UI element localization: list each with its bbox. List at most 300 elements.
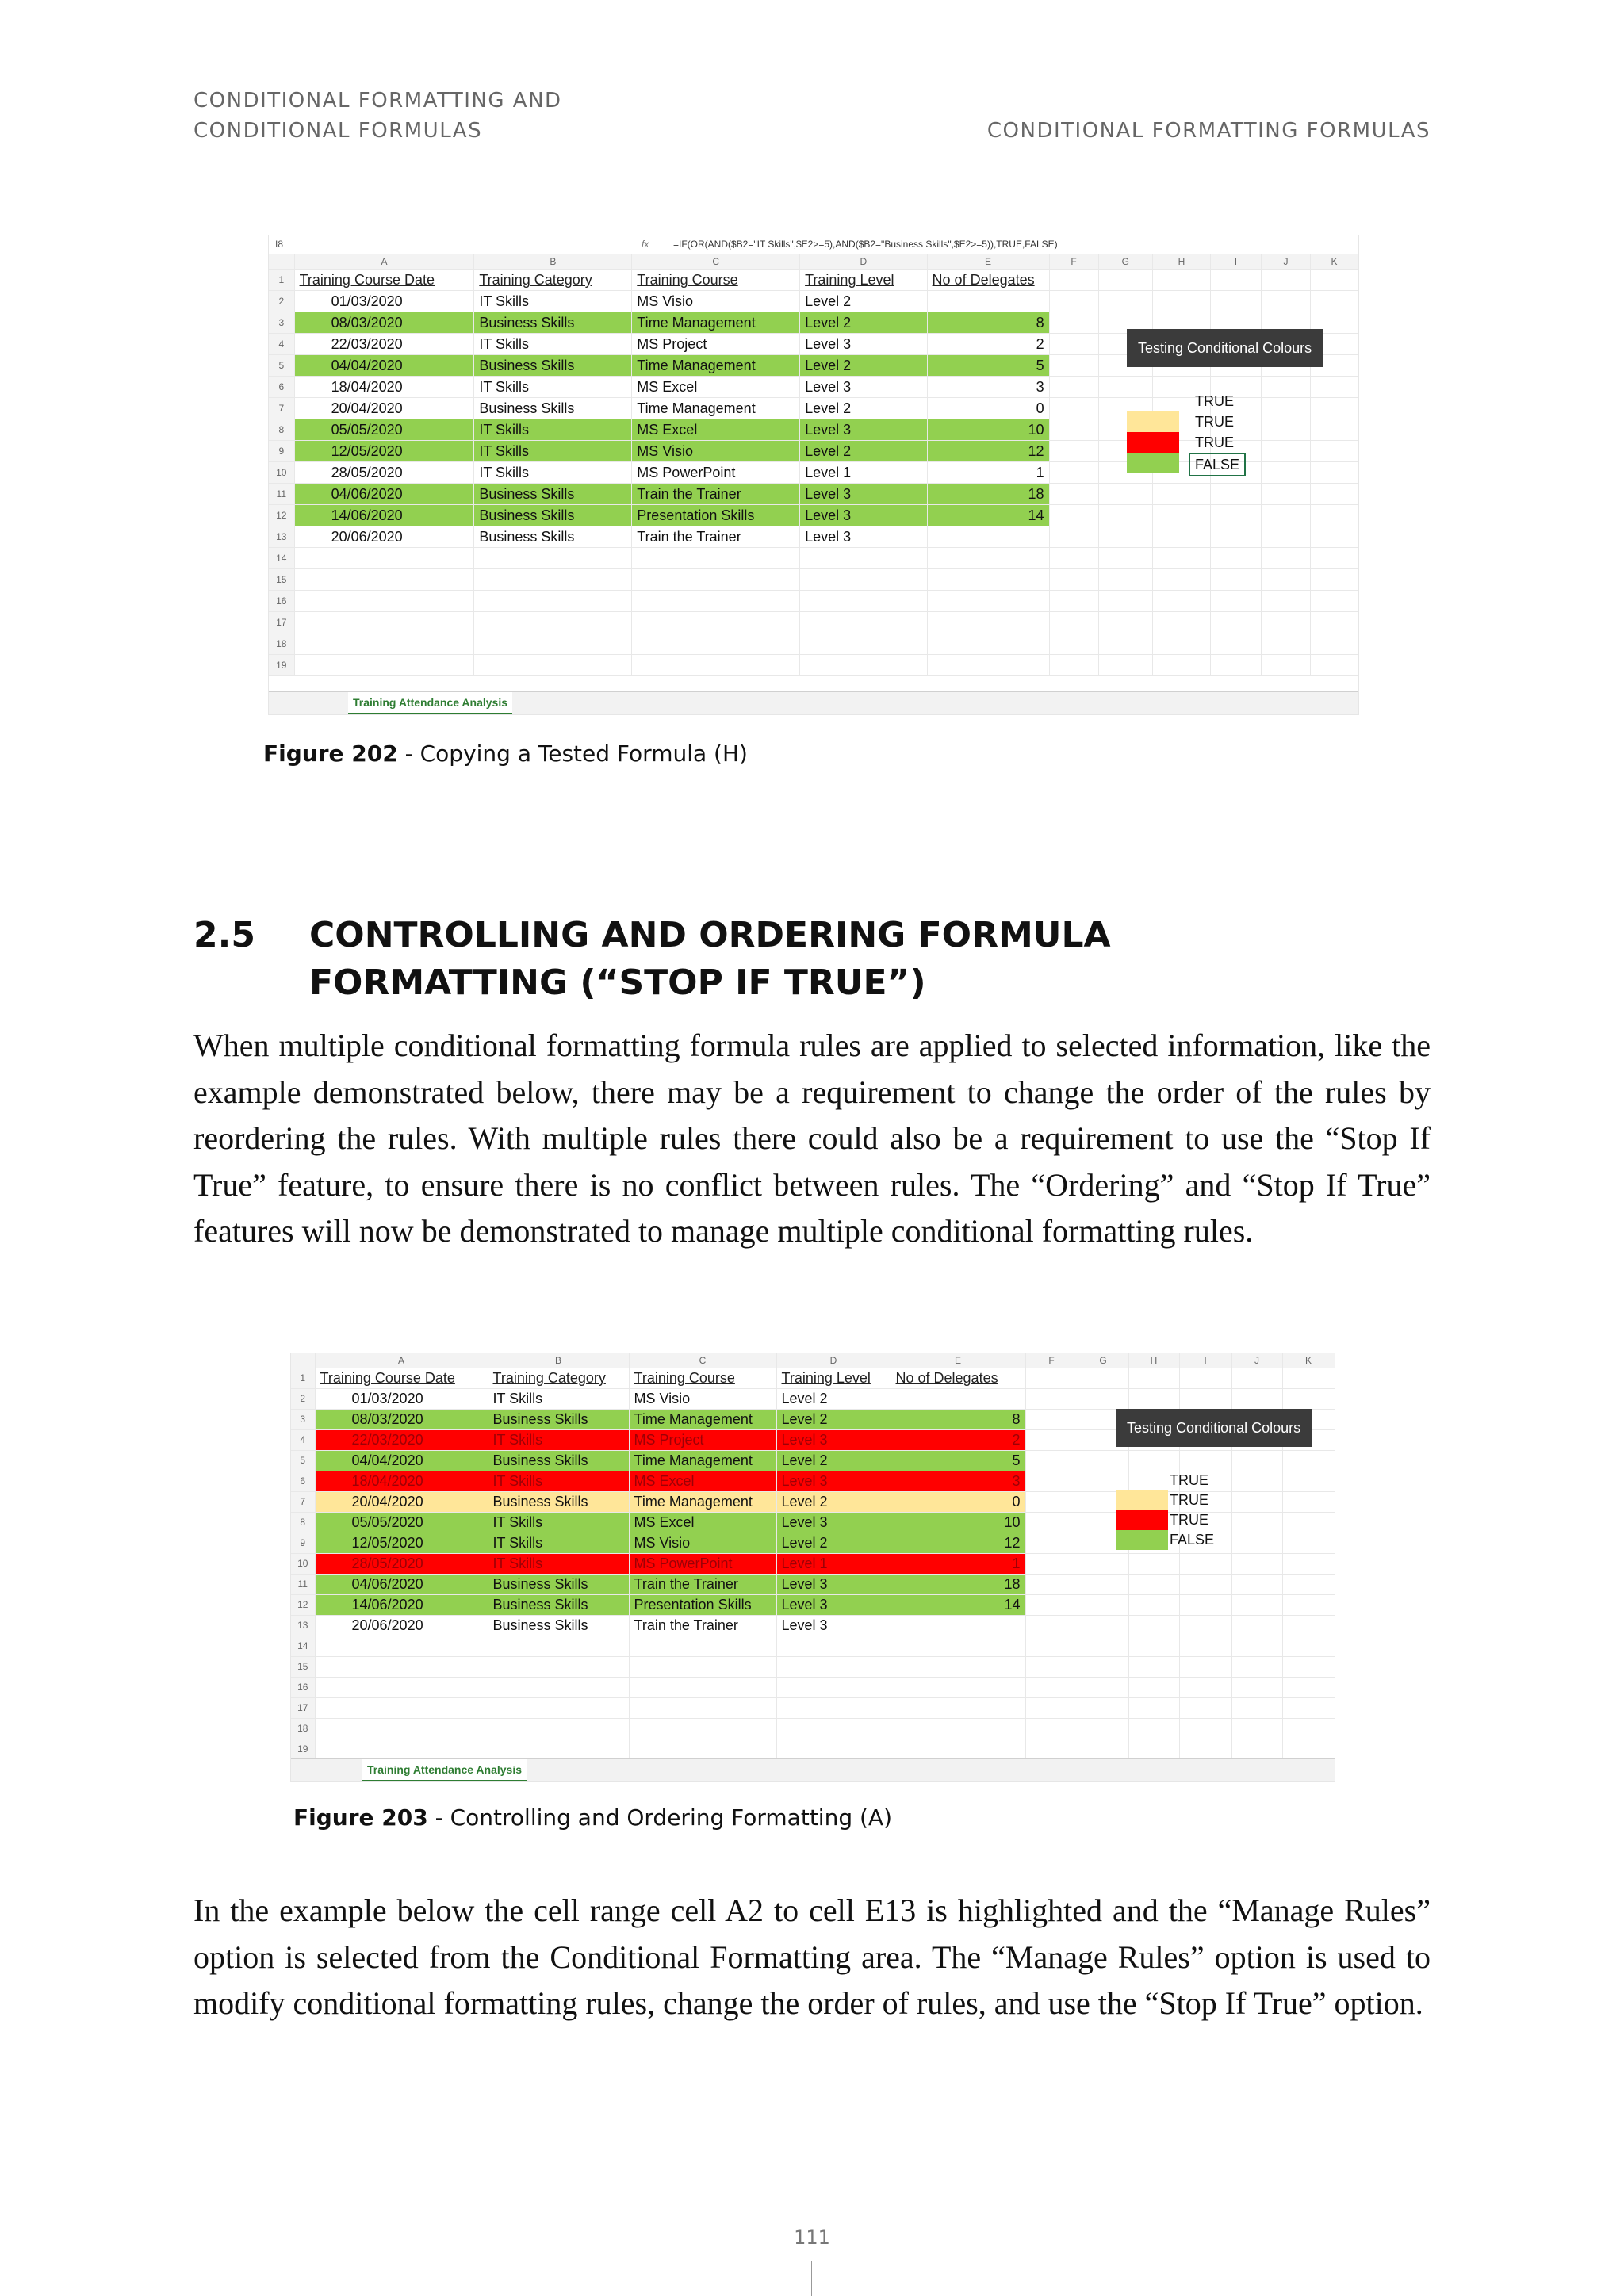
- empty-cell[interactable]: [474, 633, 632, 655]
- empty-cell[interactable]: [294, 569, 474, 591]
- empty-cell[interactable]: [1261, 655, 1310, 676]
- empty-cell[interactable]: [1210, 270, 1261, 291]
- data-cell[interactable]: MS PowerPoint: [632, 462, 800, 484]
- empty-cell[interactable]: [1261, 270, 1310, 291]
- data-cell[interactable]: Business Skills: [474, 484, 632, 505]
- empty-cell[interactable]: [1282, 1636, 1335, 1657]
- empty-cell[interactable]: [1049, 548, 1098, 569]
- empty-cell[interactable]: [1179, 1616, 1231, 1636]
- empty-cell[interactable]: [1179, 1389, 1231, 1410]
- row-header[interactable]: 14: [291, 1636, 315, 1657]
- column-header[interactable]: F: [1049, 254, 1098, 270]
- empty-cell[interactable]: [1128, 1368, 1179, 1389]
- empty-cell[interactable]: [1231, 1616, 1282, 1636]
- data-cell[interactable]: [891, 1616, 1025, 1636]
- empty-cell[interactable]: [294, 633, 474, 655]
- legend-value[interactable]: FALSE: [1170, 1532, 1215, 1548]
- empty-cell[interactable]: [891, 1739, 1025, 1760]
- empty-cell[interactable]: [1179, 1595, 1231, 1616]
- empty-cell[interactable]: [1025, 1410, 1078, 1430]
- empty-cell[interactable]: [1025, 1678, 1078, 1698]
- empty-cell[interactable]: [632, 548, 800, 569]
- row-header[interactable]: 15: [291, 1657, 315, 1678]
- row-header[interactable]: 8: [291, 1513, 315, 1533]
- empty-cell[interactable]: [294, 591, 474, 612]
- data-cell[interactable]: Train the Trainer: [629, 1616, 776, 1636]
- empty-cell[interactable]: [294, 612, 474, 633]
- empty-cell[interactable]: [1311, 270, 1358, 291]
- empty-cell[interactable]: [1231, 1575, 1282, 1595]
- empty-cell[interactable]: [1049, 398, 1098, 419]
- row-header[interactable]: 16: [291, 1678, 315, 1698]
- data-cell[interactable]: 01/03/2020: [294, 291, 474, 312]
- data-cell[interactable]: MS Visio: [632, 441, 800, 462]
- data-cell[interactable]: Presentation Skills: [629, 1595, 776, 1616]
- data-cell[interactable]: 08/03/2020: [315, 1410, 488, 1430]
- empty-cell[interactable]: [891, 1657, 1025, 1678]
- data-cell[interactable]: 20/06/2020: [294, 526, 474, 548]
- empty-cell[interactable]: [1311, 484, 1358, 505]
- data-cell[interactable]: MS Project: [629, 1430, 776, 1451]
- empty-cell[interactable]: [488, 1657, 629, 1678]
- data-cell[interactable]: Level 2: [800, 355, 927, 377]
- data-cell[interactable]: 18/04/2020: [315, 1471, 488, 1492]
- data-cell[interactable]: 04/06/2020: [294, 484, 474, 505]
- empty-cell[interactable]: [1049, 355, 1098, 377]
- empty-cell[interactable]: [1231, 1678, 1282, 1698]
- formula-text[interactable]: =IF(OR(AND($B2="IT Skills",$E2>=5),AND($B2="Business Skills",$E2>=5)),TRUE,FALSE): [673, 239, 1058, 250]
- data-cell[interactable]: Business Skills: [488, 1616, 629, 1636]
- empty-cell[interactable]: [1153, 291, 1211, 312]
- row-header[interactable]: 11: [291, 1575, 315, 1595]
- data-cell[interactable]: 1: [891, 1554, 1025, 1575]
- data-cell[interactable]: Time Management: [632, 312, 800, 334]
- empty-cell[interactable]: [1025, 1513, 1078, 1533]
- name-box[interactable]: I8: [275, 239, 284, 250]
- empty-cell[interactable]: [629, 1698, 776, 1719]
- empty-cell[interactable]: [632, 612, 800, 633]
- row-header[interactable]: 6: [269, 377, 294, 398]
- empty-cell[interactable]: [1078, 1389, 1128, 1410]
- data-cell[interactable]: Time Management: [629, 1451, 776, 1471]
- row-header[interactable]: 4: [291, 1430, 315, 1451]
- data-cell[interactable]: 12: [927, 441, 1049, 462]
- data-cell[interactable]: Level 3: [776, 1616, 891, 1636]
- empty-cell[interactable]: [1153, 548, 1211, 569]
- empty-cell[interactable]: [1128, 1739, 1179, 1760]
- data-cell[interactable]: MS Visio: [629, 1389, 776, 1410]
- column-header[interactable]: C: [629, 1353, 776, 1368]
- empty-cell[interactable]: [1179, 1657, 1231, 1678]
- empty-cell[interactable]: [1098, 526, 1152, 548]
- data-cell[interactable]: IT Skills: [474, 291, 632, 312]
- column-header[interactable]: J: [1231, 1353, 1282, 1368]
- empty-cell[interactable]: [488, 1698, 629, 1719]
- empty-cell[interactable]: [1231, 1657, 1282, 1678]
- data-cell[interactable]: 0: [927, 398, 1049, 419]
- header-cell[interactable]: Training Course Date: [315, 1368, 488, 1389]
- data-cell[interactable]: IT Skills: [488, 1533, 629, 1554]
- empty-cell[interactable]: [927, 569, 1049, 591]
- empty-cell[interactable]: [1025, 1554, 1078, 1575]
- empty-cell[interactable]: [1025, 1739, 1078, 1760]
- data-cell[interactable]: Time Management: [632, 398, 800, 419]
- data-cell[interactable]: 0: [891, 1492, 1025, 1513]
- empty-cell[interactable]: [1210, 526, 1261, 548]
- empty-cell[interactable]: [800, 633, 927, 655]
- data-cell[interactable]: 04/04/2020: [315, 1451, 488, 1471]
- data-cell[interactable]: 18: [927, 484, 1049, 505]
- empty-cell[interactable]: [1282, 1554, 1335, 1575]
- data-cell[interactable]: Level 3: [800, 526, 927, 548]
- header-cell[interactable]: Training Level: [800, 270, 927, 291]
- empty-cell[interactable]: [488, 1636, 629, 1657]
- empty-cell[interactable]: [1025, 1616, 1078, 1636]
- empty-cell[interactable]: [1098, 612, 1152, 633]
- data-cell[interactable]: 12: [891, 1533, 1025, 1554]
- column-header[interactable]: K: [1282, 1353, 1335, 1368]
- row-header[interactable]: 11: [269, 484, 294, 505]
- empty-cell[interactable]: [1078, 1739, 1128, 1760]
- empty-cell[interactable]: [1049, 312, 1098, 334]
- empty-cell[interactable]: [1049, 484, 1098, 505]
- column-header[interactable]: G: [1078, 1353, 1128, 1368]
- data-cell[interactable]: Business Skills: [474, 355, 632, 377]
- empty-cell[interactable]: [1261, 548, 1310, 569]
- empty-cell[interactable]: [1231, 1739, 1282, 1760]
- empty-cell[interactable]: [1128, 1595, 1179, 1616]
- empty-cell[interactable]: [927, 591, 1049, 612]
- data-cell[interactable]: Level 3: [800, 377, 927, 398]
- data-cell[interactable]: Business Skills: [488, 1595, 629, 1616]
- empty-cell[interactable]: [927, 548, 1049, 569]
- empty-cell[interactable]: [1128, 1389, 1179, 1410]
- column-header[interactable]: G: [1098, 254, 1152, 270]
- empty-cell[interactable]: [1098, 569, 1152, 591]
- data-cell[interactable]: 18: [891, 1575, 1025, 1595]
- row-header[interactable]: 16: [269, 591, 294, 612]
- header-cell[interactable]: Training Category: [474, 270, 632, 291]
- data-cell[interactable]: Time Management: [629, 1492, 776, 1513]
- data-cell[interactable]: MS Visio: [632, 291, 800, 312]
- data-cell[interactable]: 8: [927, 312, 1049, 334]
- data-cell[interactable]: IT Skills: [488, 1471, 629, 1492]
- data-cell[interactable]: [927, 291, 1049, 312]
- row-header[interactable]: 14: [269, 548, 294, 569]
- empty-cell[interactable]: [629, 1657, 776, 1678]
- data-cell[interactable]: Business Skills: [474, 312, 632, 334]
- column-header[interactable]: F: [1025, 1353, 1078, 1368]
- legend-value[interactable]: TRUE: [1170, 1492, 1208, 1508]
- empty-cell[interactable]: [1025, 1636, 1078, 1657]
- empty-cell[interactable]: [1261, 633, 1310, 655]
- data-cell[interactable]: 14/06/2020: [294, 505, 474, 526]
- empty-cell[interactable]: [1049, 419, 1098, 441]
- row-header[interactable]: 17: [291, 1698, 315, 1719]
- data-cell[interactable]: Train the Trainer: [632, 484, 800, 505]
- empty-cell[interactable]: [1078, 1471, 1128, 1492]
- empty-cell[interactable]: [891, 1636, 1025, 1657]
- empty-cell[interactable]: [1261, 591, 1310, 612]
- empty-cell[interactable]: [474, 569, 632, 591]
- empty-cell[interactable]: [1311, 655, 1358, 676]
- empty-cell[interactable]: [1049, 334, 1098, 355]
- data-cell[interactable]: 05/05/2020: [294, 419, 474, 441]
- data-cell[interactable]: Level 2: [800, 398, 927, 419]
- data-cell[interactable]: 20/04/2020: [294, 398, 474, 419]
- row-header[interactable]: 5: [269, 355, 294, 377]
- empty-cell[interactable]: [1282, 1451, 1335, 1471]
- data-cell[interactable]: Business Skills: [474, 505, 632, 526]
- empty-cell[interactable]: [1231, 1554, 1282, 1575]
- empty-cell[interactable]: [1179, 1636, 1231, 1657]
- data-cell[interactable]: IT Skills: [474, 419, 632, 441]
- empty-cell[interactable]: [891, 1698, 1025, 1719]
- empty-cell[interactable]: [1098, 591, 1152, 612]
- row-header[interactable]: 1: [291, 1368, 315, 1389]
- data-cell[interactable]: IT Skills: [488, 1513, 629, 1533]
- data-cell[interactable]: Time Management: [632, 355, 800, 377]
- legend-value[interactable]: TRUE: [1195, 414, 1234, 430]
- empty-cell[interactable]: [1311, 526, 1358, 548]
- column-header[interactable]: J: [1261, 254, 1310, 270]
- empty-cell[interactable]: [1311, 548, 1358, 569]
- empty-cell[interactable]: [1049, 291, 1098, 312]
- column-header[interactable]: A: [315, 1353, 488, 1368]
- data-cell[interactable]: Level 3: [776, 1595, 891, 1616]
- data-cell[interactable]: Level 2: [776, 1492, 891, 1513]
- data-cell[interactable]: Level 2: [776, 1389, 891, 1410]
- empty-cell[interactable]: [1311, 398, 1358, 419]
- empty-cell[interactable]: [629, 1678, 776, 1698]
- empty-cell[interactable]: [632, 591, 800, 612]
- data-cell[interactable]: 12/05/2020: [294, 441, 474, 462]
- empty-cell[interactable]: [1078, 1575, 1128, 1595]
- empty-cell[interactable]: [1210, 633, 1261, 655]
- data-cell[interactable]: Level 3: [776, 1471, 891, 1492]
- empty-cell[interactable]: [1078, 1698, 1128, 1719]
- data-cell[interactable]: Level 3: [800, 505, 927, 526]
- data-cell[interactable]: 3: [927, 377, 1049, 398]
- empty-cell[interactable]: [1261, 398, 1310, 419]
- data-cell[interactable]: Train the Trainer: [632, 526, 800, 548]
- empty-cell[interactable]: [1078, 1368, 1128, 1389]
- empty-cell[interactable]: [1025, 1595, 1078, 1616]
- empty-cell[interactable]: [1179, 1451, 1231, 1471]
- empty-cell[interactable]: [1098, 291, 1152, 312]
- data-cell[interactable]: 8: [891, 1410, 1025, 1430]
- empty-cell[interactable]: [1282, 1739, 1335, 1760]
- data-cell[interactable]: Train the Trainer: [629, 1575, 776, 1595]
- empty-cell[interactable]: [1179, 1719, 1231, 1739]
- empty-cell[interactable]: [1078, 1616, 1128, 1636]
- empty-cell[interactable]: [315, 1698, 488, 1719]
- empty-cell[interactable]: [1231, 1698, 1282, 1719]
- header-cell[interactable]: Training Level: [776, 1368, 891, 1389]
- empty-cell[interactable]: [1049, 655, 1098, 676]
- column-header[interactable]: I: [1179, 1353, 1231, 1368]
- column-header[interactable]: H: [1153, 254, 1211, 270]
- empty-cell[interactable]: [629, 1739, 776, 1760]
- empty-cell[interactable]: [1128, 1719, 1179, 1739]
- data-cell[interactable]: 22/03/2020: [315, 1430, 488, 1451]
- empty-cell[interactable]: [474, 655, 632, 676]
- sheet-tab[interactable]: Training Attendance Analysis: [362, 1759, 527, 1782]
- legend-value[interactable]: TRUE: [1170, 1512, 1208, 1528]
- empty-cell[interactable]: [800, 655, 927, 676]
- empty-cell[interactable]: [1311, 441, 1358, 462]
- empty-cell[interactable]: [1311, 591, 1358, 612]
- data-cell[interactable]: 1: [927, 462, 1049, 484]
- empty-cell[interactable]: [632, 655, 800, 676]
- empty-cell[interactable]: [474, 591, 632, 612]
- empty-cell[interactable]: [1282, 1698, 1335, 1719]
- empty-cell[interactable]: [1210, 569, 1261, 591]
- empty-cell[interactable]: [1049, 591, 1098, 612]
- data-cell[interactable]: 04/04/2020: [294, 355, 474, 377]
- data-cell[interactable]: IT Skills: [474, 441, 632, 462]
- empty-cell[interactable]: [474, 612, 632, 633]
- data-cell[interactable]: IT Skills: [488, 1389, 629, 1410]
- empty-cell[interactable]: [1128, 1698, 1179, 1719]
- row-header[interactable]: 9: [291, 1533, 315, 1554]
- empty-cell[interactable]: [294, 548, 474, 569]
- data-cell[interactable]: 18/04/2020: [294, 377, 474, 398]
- empty-cell[interactable]: [1153, 270, 1211, 291]
- row-header[interactable]: 3: [291, 1410, 315, 1430]
- data-cell[interactable]: Level 2: [776, 1451, 891, 1471]
- empty-cell[interactable]: [315, 1657, 488, 1678]
- data-cell[interactable]: 14: [891, 1595, 1025, 1616]
- row-header[interactable]: 9: [269, 441, 294, 462]
- row-header[interactable]: 12: [269, 505, 294, 526]
- empty-cell[interactable]: [776, 1719, 891, 1739]
- column-header[interactable]: D: [800, 254, 927, 270]
- column-header[interactable]: C: [632, 254, 800, 270]
- data-cell[interactable]: 10: [891, 1513, 1025, 1533]
- column-header[interactable]: K: [1311, 254, 1358, 270]
- empty-cell[interactable]: [474, 548, 632, 569]
- empty-cell[interactable]: [1231, 1451, 1282, 1471]
- empty-cell[interactable]: [1210, 505, 1261, 526]
- empty-cell[interactable]: [1282, 1678, 1335, 1698]
- empty-cell[interactable]: [1210, 484, 1261, 505]
- empty-cell[interactable]: [488, 1739, 629, 1760]
- empty-cell[interactable]: [1261, 505, 1310, 526]
- empty-cell[interactable]: [1311, 377, 1358, 398]
- empty-cell[interactable]: [1025, 1451, 1078, 1471]
- empty-cell[interactable]: [1025, 1368, 1078, 1389]
- empty-cell[interactable]: [1049, 505, 1098, 526]
- data-cell[interactable]: Level 2: [800, 312, 927, 334]
- empty-cell[interactable]: [1282, 1575, 1335, 1595]
- row-header[interactable]: 19: [269, 655, 294, 676]
- data-cell[interactable]: 08/03/2020: [294, 312, 474, 334]
- data-cell[interactable]: Level 3: [800, 334, 927, 355]
- empty-cell[interactable]: [1153, 505, 1211, 526]
- data-cell[interactable]: Business Skills: [488, 1492, 629, 1513]
- empty-cell[interactable]: [1049, 612, 1098, 633]
- empty-cell[interactable]: [1025, 1719, 1078, 1739]
- row-header[interactable]: 1: [269, 270, 294, 291]
- select-all-corner[interactable]: [269, 254, 294, 270]
- empty-cell[interactable]: [1153, 633, 1211, 655]
- data-cell[interactable]: 22/03/2020: [294, 334, 474, 355]
- empty-cell[interactable]: [1231, 1595, 1282, 1616]
- empty-cell[interactable]: [1098, 505, 1152, 526]
- empty-cell[interactable]: [1210, 291, 1261, 312]
- empty-cell[interactable]: [1179, 1554, 1231, 1575]
- data-cell[interactable]: 28/05/2020: [315, 1554, 488, 1575]
- empty-cell[interactable]: [1179, 1698, 1231, 1719]
- data-cell[interactable]: Business Skills: [488, 1575, 629, 1595]
- empty-cell[interactable]: [315, 1719, 488, 1739]
- empty-cell[interactable]: [1231, 1636, 1282, 1657]
- empty-cell[interactable]: [1049, 633, 1098, 655]
- empty-cell[interactable]: [1049, 441, 1098, 462]
- data-cell[interactable]: 2: [927, 334, 1049, 355]
- data-cell[interactable]: MS Visio: [629, 1533, 776, 1554]
- header-cell[interactable]: Training Course: [632, 270, 800, 291]
- empty-cell[interactable]: [1210, 591, 1261, 612]
- empty-cell[interactable]: [1049, 377, 1098, 398]
- column-header[interactable]: B: [474, 254, 632, 270]
- empty-cell[interactable]: [1261, 419, 1310, 441]
- empty-cell[interactable]: [776, 1657, 891, 1678]
- empty-cell[interactable]: [1025, 1471, 1078, 1492]
- header-cell[interactable]: No of Delegates: [927, 270, 1049, 291]
- empty-cell[interactable]: [1231, 1389, 1282, 1410]
- empty-cell[interactable]: [1282, 1533, 1335, 1554]
- row-header[interactable]: 7: [269, 398, 294, 419]
- empty-cell[interactable]: [1078, 1595, 1128, 1616]
- row-header[interactable]: 13: [291, 1616, 315, 1636]
- select-all-corner[interactable]: [291, 1353, 315, 1368]
- data-cell[interactable]: Level 3: [776, 1430, 891, 1451]
- empty-cell[interactable]: [1231, 1368, 1282, 1389]
- empty-cell[interactable]: [1049, 270, 1098, 291]
- empty-cell[interactable]: [1282, 1719, 1335, 1739]
- empty-cell[interactable]: [1210, 548, 1261, 569]
- empty-cell[interactable]: [1078, 1554, 1128, 1575]
- data-cell[interactable]: MS PowerPoint: [629, 1554, 776, 1575]
- empty-cell[interactable]: [1025, 1575, 1078, 1595]
- empty-cell[interactable]: [1128, 1616, 1179, 1636]
- empty-cell[interactable]: [1098, 655, 1152, 676]
- empty-cell[interactable]: [629, 1636, 776, 1657]
- data-cell[interactable]: IT Skills: [474, 377, 632, 398]
- empty-cell[interactable]: [1078, 1636, 1128, 1657]
- data-cell[interactable]: 20/04/2020: [315, 1492, 488, 1513]
- empty-cell[interactable]: [1078, 1657, 1128, 1678]
- row-header[interactable]: 13: [269, 526, 294, 548]
- empty-cell[interactable]: [776, 1698, 891, 1719]
- empty-cell[interactable]: [1128, 1636, 1179, 1657]
- empty-cell[interactable]: [1261, 569, 1310, 591]
- empty-cell[interactable]: [1231, 1533, 1282, 1554]
- column-header[interactable]: H: [1128, 1353, 1179, 1368]
- empty-cell[interactable]: [1098, 270, 1152, 291]
- legend-value[interactable]: TRUE: [1170, 1472, 1208, 1488]
- empty-cell[interactable]: [1025, 1492, 1078, 1513]
- row-header[interactable]: 18: [291, 1719, 315, 1739]
- data-cell[interactable]: MS Project: [632, 334, 800, 355]
- data-cell[interactable]: Business Skills: [488, 1410, 629, 1430]
- row-header[interactable]: 17: [269, 612, 294, 633]
- data-cell[interactable]: Level 2: [800, 441, 927, 462]
- empty-cell[interactable]: [1128, 1575, 1179, 1595]
- empty-cell[interactable]: [1261, 612, 1310, 633]
